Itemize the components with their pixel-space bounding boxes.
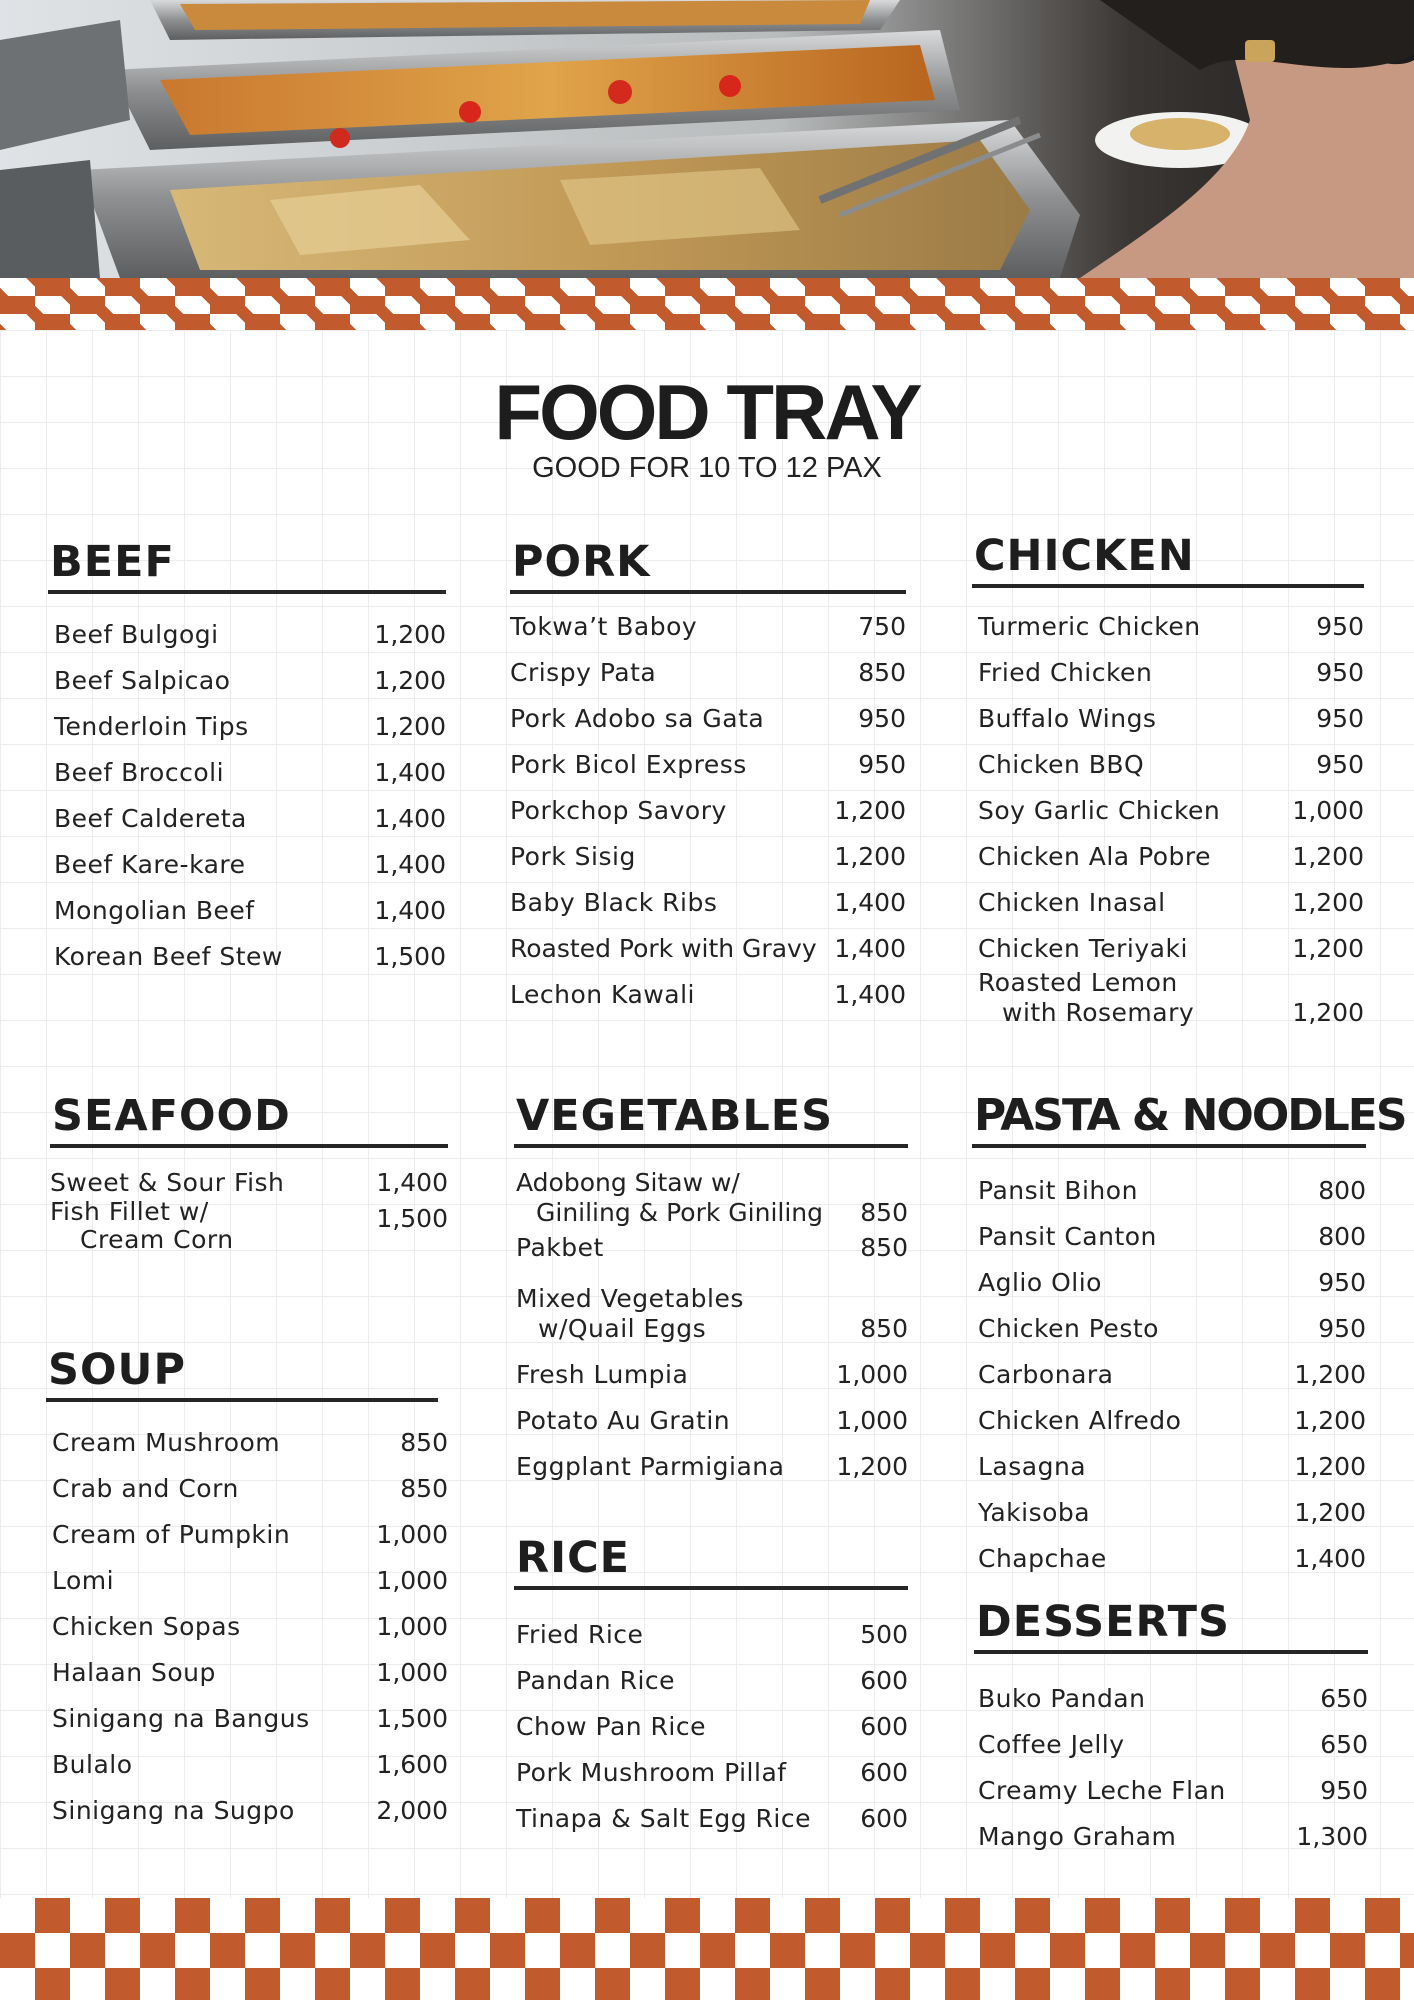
section-pork — [510, 538, 906, 1010]
menu-item: Chicken Ala Pobre 1,200 — [978, 842, 1364, 871]
page-subtitle: GOOD FOR 10 TO 12 PAX — [532, 452, 882, 484]
menu-item: Buffalo Wings 950 — [978, 704, 1364, 733]
section-desserts — [974, 1598, 1368, 1852]
menu-item: Sinigang na Bangus 1,500 — [52, 1704, 448, 1733]
menu-item: Sweet & Sour Fish 1,400 — [50, 1168, 448, 1197]
menu-item: Chicken Sopas 1,000 — [52, 1612, 448, 1641]
menu-item: Fried Chicken 950 — [978, 658, 1364, 687]
section-heading: BEEF — [48, 538, 446, 594]
section-heading: VEGETABLES — [514, 1092, 908, 1148]
menu-item: Cream Mushroom 850 — [52, 1428, 448, 1457]
menu-item: Mango Graham 1,300 — [978, 1822, 1368, 1851]
menu-item: Mongolian Beef 1,400 — [54, 896, 446, 925]
menu-item: Chow Pan Rice 600 — [516, 1712, 908, 1741]
menu-item: Chicken Teriyaki 1,200 — [978, 934, 1364, 963]
menu-item: Lechon Kawali 1,400 — [510, 980, 906, 1009]
menu-item: Pork Bicol Express 950 — [510, 750, 906, 779]
menu-item: Pork Mushroom Pillaf 600 — [516, 1758, 908, 1787]
section-seafood — [50, 1092, 448, 1256]
menu-item: Tinapa & Salt Egg Rice 600 — [516, 1804, 908, 1833]
menu-item: Sinigang na Sugpo 2,000 — [52, 1796, 448, 1825]
section-heading: PASTA & NOODLES — [972, 1092, 1366, 1148]
menu-item: Chapchae 1,400 — [978, 1544, 1366, 1573]
menu-item: Pandan Rice 600 — [516, 1666, 908, 1695]
section-heading: CHICKEN — [972, 532, 1364, 588]
menu-item: Roasted Lemon with Rosemary 1,200 — [978, 968, 1364, 1027]
menu-item: Turmeric Chicken 950 — [978, 612, 1364, 641]
section-soup — [46, 1346, 448, 1826]
menu-item: Korean Beef Stew 1,500 — [54, 942, 446, 971]
menu-item: Beef Kare-kare 1,400 — [54, 850, 446, 879]
menu-item: Yakisoba 1,200 — [978, 1498, 1366, 1527]
page-title: FOOD TRAY — [494, 368, 920, 456]
hero-photo-buffet-trays — [0, 0, 1414, 278]
title-block — [0, 370, 1414, 484]
menu-item: Fried Rice 500 — [516, 1620, 908, 1649]
menu-item: Baby Black Ribs 1,400 — [510, 888, 906, 917]
menu-item: Eggplant Parmigiana 1,200 — [516, 1452, 908, 1481]
section-heading: SOUP — [46, 1346, 438, 1402]
menu-item: Buko Pandan 650 — [978, 1684, 1368, 1713]
menu-item: Adobong Sitaw w/ Giniling & Pork Giniling 850 — [516, 1168, 908, 1227]
menu-item: Halaan Soup 1,000 — [52, 1658, 448, 1687]
menu-item: Crispy Pata 850 — [510, 658, 906, 687]
menu-item: Tokwa’t Baboy 750 — [510, 612, 906, 641]
menu-item: Pork Sisig 1,200 — [510, 842, 906, 871]
menu-item: Chicken Inasal 1,200 — [978, 888, 1364, 917]
menu-item: Lomi 1,000 — [52, 1566, 448, 1595]
menu-item: Potato Au Gratin 1,000 — [516, 1406, 908, 1435]
menu-item: Aglio Olio 950 — [978, 1268, 1366, 1297]
checker-border-top — [0, 278, 1414, 330]
menu-item: Fish Fillet w/ Cream Corn 1,500 — [50, 1197, 448, 1254]
section-heading: DESSERTS — [974, 1598, 1368, 1654]
menu-item: Tenderloin Tips 1,200 — [54, 712, 446, 741]
menu-item: Pansit Bihon 800 — [978, 1176, 1366, 1205]
section-heading: SEAFOOD — [50, 1092, 448, 1148]
menu-item: Beef Broccoli 1,400 — [54, 758, 446, 787]
menu-item: Porkchop Savory 1,200 — [510, 796, 906, 825]
menu-item: Beef Salpicao 1,200 — [54, 666, 446, 695]
menu-item: Carbonara 1,200 — [978, 1360, 1366, 1389]
menu-item: Chicken Alfredo 1,200 — [978, 1406, 1366, 1435]
menu-item: Mixed Vegetables w/Quail Eggs 850 — [516, 1284, 908, 1343]
section-vegetables — [514, 1092, 908, 1482]
menu-item: Coffee Jelly 650 — [978, 1730, 1368, 1759]
menu-item: Cream of Pumpkin 1,000 — [52, 1520, 448, 1549]
menu-item: Pansit Canton 800 — [978, 1222, 1366, 1251]
menu-item: Pork Adobo sa Gata 950 — [510, 704, 906, 733]
section-rice — [514, 1534, 908, 1834]
menu-item: Beef Caldereta 1,400 — [54, 804, 446, 833]
menu-item: Fresh Lumpia 1,000 — [516, 1360, 908, 1389]
menu-item: Beef Bulgogi 1,200 — [54, 620, 446, 649]
menu-item: Crab and Corn 850 — [52, 1474, 448, 1503]
menu-item: Lasagna 1,200 — [978, 1452, 1366, 1481]
section-pasta-noodles — [972, 1090, 1406, 1574]
section-heading: PORK — [510, 538, 906, 594]
menu-item: Pakbet 850 — [516, 1233, 908, 1262]
section-heading: RICE — [514, 1534, 908, 1590]
menu-item: Soy Garlic Chicken 1,000 — [978, 796, 1364, 825]
menu-item: Chicken BBQ 950 — [978, 750, 1364, 779]
checker-border-bottom — [0, 1898, 1414, 2000]
menu-item: Bulalo 1,600 — [52, 1750, 448, 1779]
menu-item: Roasted Pork with Gravy 1,400 — [510, 934, 906, 963]
section-beef — [48, 538, 446, 972]
menu-item: Chicken Pesto 950 — [978, 1314, 1366, 1343]
section-chicken — [972, 532, 1364, 1028]
menu-item: Creamy Leche Flan 950 — [978, 1776, 1368, 1805]
